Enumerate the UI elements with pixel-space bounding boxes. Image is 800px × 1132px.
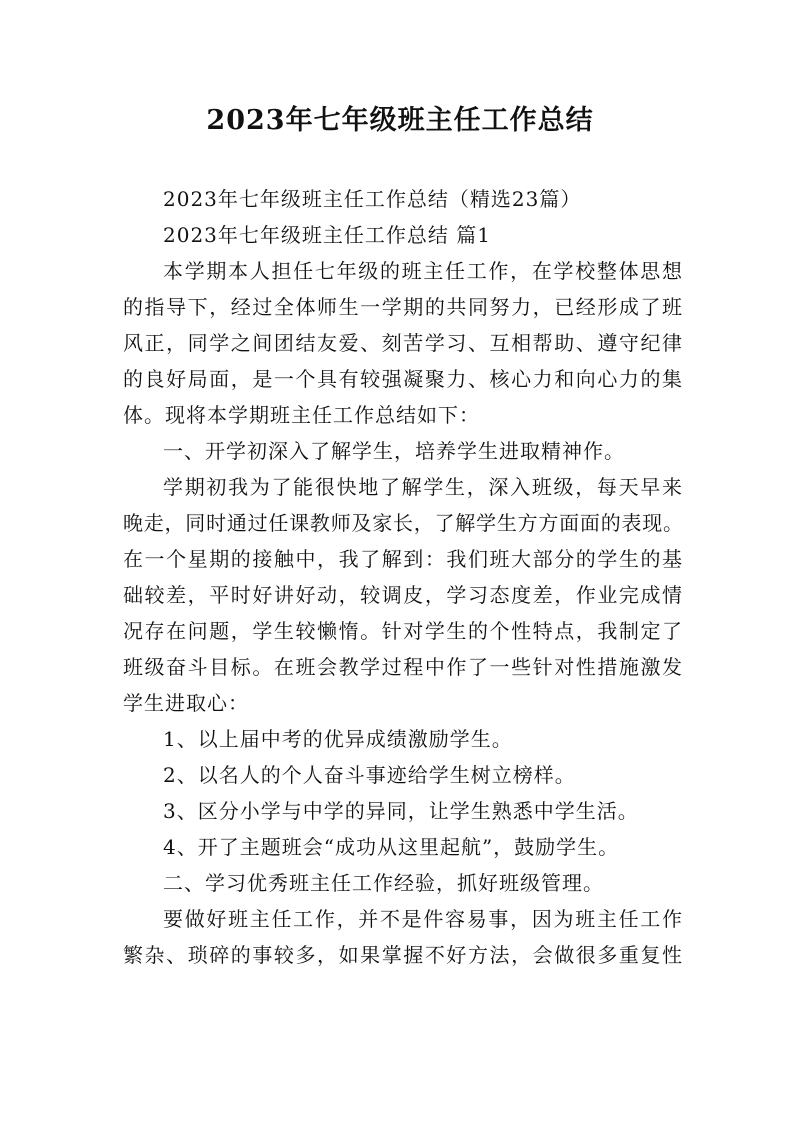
paragraph-line: 在一个星期的接触中，我了解到：我们班大部分的学生的基 (123, 547, 683, 571)
paragraph-line: 要做好班主任工作，并不是件容易事，因为班主任工作 (163, 907, 683, 931)
list-item: 3、区分小学与中学的异同，让学生熟悉中学生活。 (163, 799, 639, 823)
paragraph-line: 的指导下，经过全体师生一学期的共同努力，已经形成了班 (123, 295, 683, 319)
paragraph-line: 本学期本人担任七年级的班主任工作，在学校整体思想 (163, 259, 683, 283)
list-item: 2、以名人的个人奋斗事迹给学生树立榜样。 (163, 763, 576, 787)
document-body (123, 181, 683, 973)
paragraph-line: 风正，同学之间团结友爱、刻苦学习、互相帮助、遵守纪律 (123, 331, 683, 355)
section-heading: 2023年七年级班主任工作总结 篇1 (163, 223, 491, 247)
paragraph-line: 晚走，同时通过任课教师及家长，了解学生方方面面的表现。 (123, 511, 683, 535)
document-title: 2023年七年级班主任工作总结 (206, 105, 594, 136)
paragraph-line: 体。现将本学期班主任工作总结如下： (123, 403, 480, 427)
heading-line: 二、学习优秀班主任工作经验，抓好班级管理。 (163, 871, 604, 895)
paragraph-line: 况存在问题，学生较懒惰。针对学生的个性特点，我制定了 (123, 619, 683, 643)
paragraph-line: 础较差，平时好讲好动，较调皮，学习态度差，作业完成情 (123, 583, 683, 607)
heading-line: 一、开学初深入了解学生，培养学生进取精神作。 (163, 439, 625, 463)
subtitle-line: 2023年七年级班主任工作总结（精选23篇） (163, 187, 582, 211)
paragraph-line: 的良好局面，是一个具有较强凝聚力、核心力和向心力的集 (123, 367, 683, 391)
paragraph-line: 学期初我为了能很快地了解学生，深入班级，每天早来 (163, 475, 683, 499)
list-item: 4、开了主题班会“成功从这里起航”，鼓励学生。 (163, 835, 620, 859)
paragraph-line: 学生进取心： (123, 691, 249, 715)
list-item: 1、以上届中考的优异成绩激励学生。 (163, 727, 513, 751)
paragraph-line: 班级奋斗目标。在班会教学过程中作了一些针对性措施激发 (123, 655, 683, 679)
paragraph-line: 繁杂、琐碎的事较多，如果掌握不好方法，会做很多重复性 (123, 943, 683, 967)
